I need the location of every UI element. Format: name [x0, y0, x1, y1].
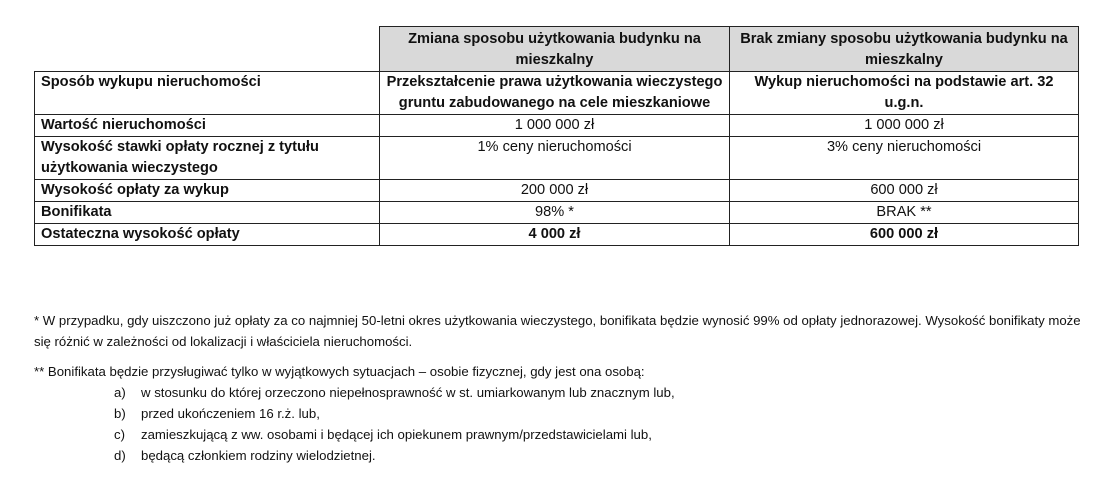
- footnote-double-asterisk: ** Bonifikata będzie przysługiwać tylko w wyjątkowych sytuacjach – osobie fizycznej, gdy jest ona osobą:: [34, 364, 645, 379]
- list-item: [34, 445, 1094, 466]
- row-label-property-value: Wartość nieruchomości: [35, 115, 380, 137]
- list-item-text: przed ukończeniem 16 r.ż. lub,: [141, 406, 320, 421]
- table-row: [35, 224, 1079, 246]
- cell-value: 98% *: [380, 202, 730, 224]
- list-item: [34, 403, 1094, 424]
- table-header-row: [35, 27, 1079, 72]
- list-item-text: będącą członkiem rodziny wielodzietnej.: [141, 448, 376, 463]
- list-item: [34, 382, 1094, 403]
- list-item-text: w stosunku do której orzeczono niepełnosprawność w st. umiarkowanym lub znacznym lub,: [141, 385, 675, 400]
- row-label-purchase-fee: Wysokość opłaty za wykup: [35, 180, 380, 202]
- row-label-discount: Bonifikata: [35, 202, 380, 224]
- row-label-purchase-method: Sposób wykupu nieruchomości: [35, 72, 380, 115]
- comparison-table: [34, 26, 1079, 246]
- list-marker: c): [114, 427, 125, 442]
- cell-value: Wykup nieruchomości na podstawie art. 32 u.g.n.: [730, 72, 1079, 115]
- table-row: [35, 180, 1079, 202]
- cell-value: 200 000 zł: [380, 180, 730, 202]
- row-label-annual-fee-rate: Wysokość stawki opłaty rocznej z tytułu użytkowania wieczystego: [35, 137, 380, 180]
- footnote-single-asterisk: * W przypadku, gdy uiszczono już opłaty za co najmniej 50-letni okres użytkowania wieczystego, bonifikata będzie wynosić 99% od opłaty jednorazowej. Wysokość bonifikaty może się różnić w zależności od lokalizacji i właściciela nieruchomości.: [34, 313, 1081, 349]
- cell-value: 3% ceny nieruchomości: [730, 137, 1079, 180]
- list-item: [34, 424, 1094, 445]
- footnotes: [34, 310, 1094, 466]
- row-label-final-fee: Ostateczna wysokość opłaty: [35, 224, 380, 246]
- cell-value: Przekształcenie prawa użytkowania wieczystego gruntu zabudowanego na cele mieszkaniowe: [380, 72, 730, 115]
- cell-value: 1% ceny nieruchomości: [380, 137, 730, 180]
- table-corner-cell: [35, 27, 380, 72]
- table-row: [35, 115, 1079, 137]
- cell-value: 1 000 000 zł: [730, 115, 1079, 137]
- list-marker: b): [114, 406, 126, 421]
- cell-value: BRAK **: [730, 202, 1079, 224]
- conditions-list: [34, 382, 1094, 466]
- list-marker: d): [114, 448, 126, 463]
- table-row: [35, 202, 1079, 224]
- list-marker: a): [114, 385, 126, 400]
- cell-value: 600 000 zł: [730, 224, 1079, 246]
- column-header-change-use: Zmiana sposobu użytkowania budynku na mieszkalny: [380, 27, 730, 72]
- cell-value: 600 000 zł: [730, 180, 1079, 202]
- column-header-no-change-use: Brak zmiany sposobu użytkowania budynku na mieszkalny: [730, 27, 1079, 72]
- list-item-text: zamieszkującą z ww. osobami i będącej ich opiekunem prawnym/przedstawicielami lub,: [141, 427, 652, 442]
- cell-value: 1 000 000 zł: [380, 115, 730, 137]
- table-row: [35, 72, 1079, 115]
- table-row: [35, 137, 1079, 180]
- cell-value: 4 000 zł: [380, 224, 730, 246]
